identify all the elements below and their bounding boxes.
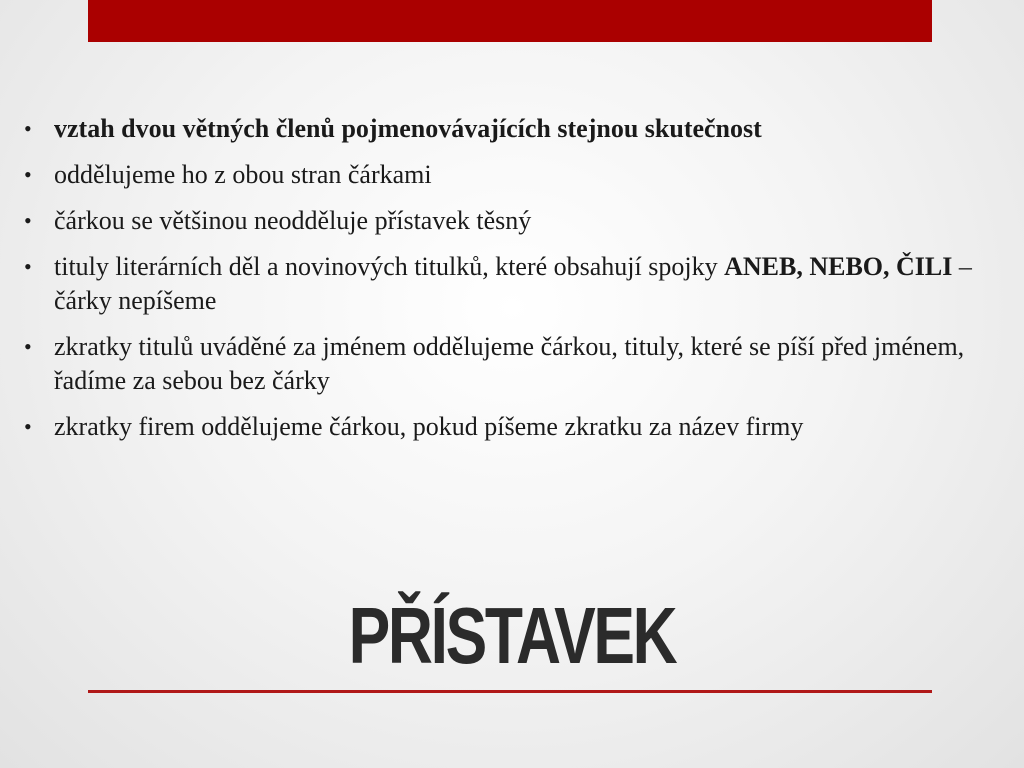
- bullet-item-titles: [24, 250, 1004, 318]
- bullet-dot: •: [24, 334, 32, 359]
- bullet-text: vztah dvou větných členů pojmenovávajících stejnou skutečnost: [54, 114, 762, 143]
- bullet-text: čárkou se většinou neodděluje přístavek těsný: [54, 206, 532, 235]
- bullet-dot: •: [24, 162, 32, 187]
- bullet-item-tight-apposition: [24, 204, 1004, 238]
- title-underline: [88, 690, 932, 693]
- slide-title: PŘÍSTAVEK: [348, 591, 676, 680]
- bullet-dot: •: [24, 208, 32, 233]
- bullet-list: [24, 112, 1004, 456]
- bullet-item-company-abbreviations: [24, 410, 1004, 444]
- bullet-text-post: – čárky nepíšeme: [54, 252, 972, 315]
- bullet-item-definition: [24, 112, 1004, 146]
- bullet-item-title-abbreviations: [24, 330, 1004, 398]
- bullet-dot: •: [24, 254, 32, 279]
- bullet-text: zkratky titulů uváděné za jménem oddělujeme čárkou, tituly, které se píší před jménem, řadíme za sebou bez čárky: [54, 332, 965, 395]
- bullet-text: oddělujeme ho z obou stran čárkami: [54, 160, 432, 189]
- bullet-item-commas: [24, 158, 1004, 192]
- bullet-dot: •: [24, 414, 32, 439]
- bullet-text-conjunctions: ANEB, NEBO, ČILI: [724, 252, 953, 281]
- bullet-text: zkratky firem oddělujeme čárkou, pokud píšeme zkratku za název firmy: [54, 412, 804, 441]
- bullet-dot: •: [24, 116, 32, 141]
- top-accent-bar: [88, 0, 932, 42]
- bullet-text-pre: tituly literárních děl a novinových titulků, které obsahují spojky: [54, 252, 725, 281]
